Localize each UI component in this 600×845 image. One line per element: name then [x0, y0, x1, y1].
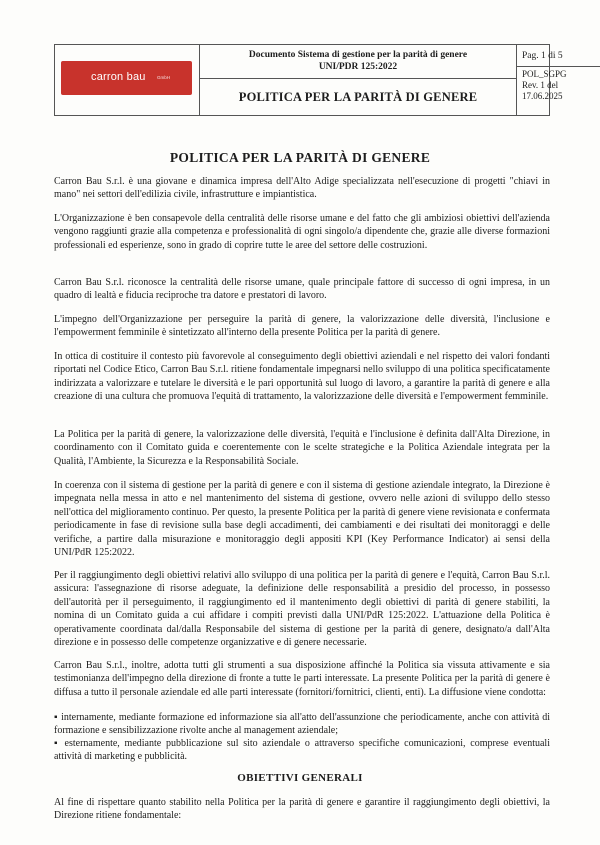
doc-system-cell — [200, 45, 517, 79]
paragraph: L'impegno dell'Organizzazione per perseguire la parità di genere, la valorizzazione delle diversità, l'inclusione e l'empowerment femminile è sintetizzato all'interno della presente Politica per la parità di genere. — [54, 314, 550, 339]
revision: Rev. 1 del — [522, 80, 559, 90]
doc-code: POL_SGPG — [522, 69, 567, 79]
logo-cell — [55, 45, 200, 115]
doc-title: POLITICA PER LA PARITÀ DI GENERE — [200, 79, 517, 115]
logo-subtext: GmbH — [157, 75, 171, 80]
logo-text: carron bau — [91, 71, 146, 83]
bullet-item: ▪ internamente, mediante formazione ed informazione sia all'atto dell'assunzione che periodicamente, anche con attività di formazione e sensibilizzazione rivolte anche al management aziendale; — [54, 712, 550, 737]
doc-norm: UNI/PDR 125:2022 — [318, 61, 398, 72]
section-title: OBIETTIVI GENERALI — [237, 772, 363, 784]
revision-date: 17.06.2025 — [522, 91, 563, 101]
paragraph: In ottica di costituire il contesto più favorevole al conseguimento degli obiettivi aziendali e nel rispetto dei valori fondanti riportati nel Codice Etico, Carron Bau S.r.l. ritiene fondamentale impegnarsi nello sviluppo di una politica specificatamente indirizzata a valorizzare e tutelare le diversità e le pari opportunità sul luogo di lavoro, a garantire la parità di genere e alla creazione di una cultura che promuova l'equità di trattamento, la valorizzazione delle diversità e l'empowerment femminile. — [54, 351, 550, 403]
page-number: Pag. 1 di 5 — [517, 45, 600, 67]
paragraph: L'Organizzazione è ben consapevole della centralità delle risorse umane e del fatto che gli ambiziosi obiettivi dell'azienda vengono raggiunti grazie alla competenza e professionalità di ogni singolo/a dipendente che, grazie alle diverse formazioni professionali ed esperienze, sono in grado di coprire tutte le aree del settore delle costruzioni. — [54, 213, 550, 251]
page-title: POLITICA PER LA PARITÀ DI GENERE — [169, 150, 431, 165]
doc-system: Documento Sistema di gestione per la parità di genere — [248, 50, 468, 60]
bullet-item: ▪ esternamente, mediante pubblicazione sul sito aziendale o attraverso specifiche comunicazioni, comprese eventuali attività di marketing e pubblicità. — [54, 738, 550, 763]
paragraph: Carron Bau S.r.l., inoltre, adotta tutti gli strumenti a sua disposizione affinché la Politica sia vissuta attivamente e sia testimonianza dell'impegno della direzione di fronte a tutte le parti interessate. La presente Politica per la parità di genere è diffusa a tutto il personale aziendale ed alle parti interessate (fornitori/fornitrici, clienti, enti). La diffusione viene condotta: — [54, 660, 550, 698]
paragraph: La Politica per la parità di genere, la valorizzazione delle diversità, l'equità e l'inclusione è definita dall'Alta Direzione, in coordinamento con il Comitato guida e coerentemente con le scelte strategiche e la Politica Aziendale integrata per la Qualità, l'Ambiente, la Sicurezza e la Responsabilità Sociale. — [54, 429, 550, 467]
paragraph: Carron Bau S.r.l. riconosce la centralità delle risorse umane, quale principale fattore di successo di ogni impresa, in un quadro di lealtà e fiducia reciproche tra datore e prestatori di lavoro. — [54, 277, 550, 302]
paragraph: Al fine di rispettare quanto stabilito nella Politica per la parità di genere e garantire il raggiungimento degli obiettivi, la Direzione ritiene fondamentale: — [54, 797, 550, 822]
paragraph: In coerenza con il sistema di gestione per la parità di genere e con il sistema di gestione aziendale integrato, la Direzione è impegnata nella messa in atto e nel mantenimento del sistema di gestione, ovvero nelle azioni di sviluppo dello stesso nell'ottica del miglioramento continuo. Per questo, la presente Politica per la parità di genere viene revisionata e confermata periodicamente in fase di revisione sulla base degli accadimenti, dei cambiamenti e dei risultati dei monitoraggi e delle verifiche, a partire dalla misurazione e monitoraggio degli appositi KPI (Key Performance Indicator) ai sensi della UNI/PdR 125:2022. — [54, 480, 550, 559]
company-logo — [61, 61, 192, 95]
header-table — [54, 44, 567, 116]
paragraph: Per il raggiungimento degli obiettivi relativi allo sviluppo di una politica per la parità di genere e l'equità, Carron Bau S.r.l. assicura: l'assegnazione di risorse adeguate, la definizione delle responsabilità a presidio del processo, in possesso dell'autorità per il perseguimento, il raggiungimento ed il mantenimento degli obiettivi di parità di genere stabiliti, la nomina di un Comitato guida a cui affidare i compiti previsti dalla UNI/PdR 125:2022. L'attuazione della Politica è operativamente coordinata dal/dalla Responsabile del sistema di gestione per la parità di genere, designato/a dall'Alta direzione e in possesso delle competenze organizzative e di genere necessarie. — [54, 570, 550, 649]
revision-cell — [517, 67, 600, 115]
paragraph: Carron Bau S.r.l. è una giovane e dinamica impresa dell'Alto Adige specializzata nell'esecuzione di progetti "chiavi in mano" nei settori dell'edilizia civile, infrastrutture e impiantistica. — [54, 176, 550, 201]
